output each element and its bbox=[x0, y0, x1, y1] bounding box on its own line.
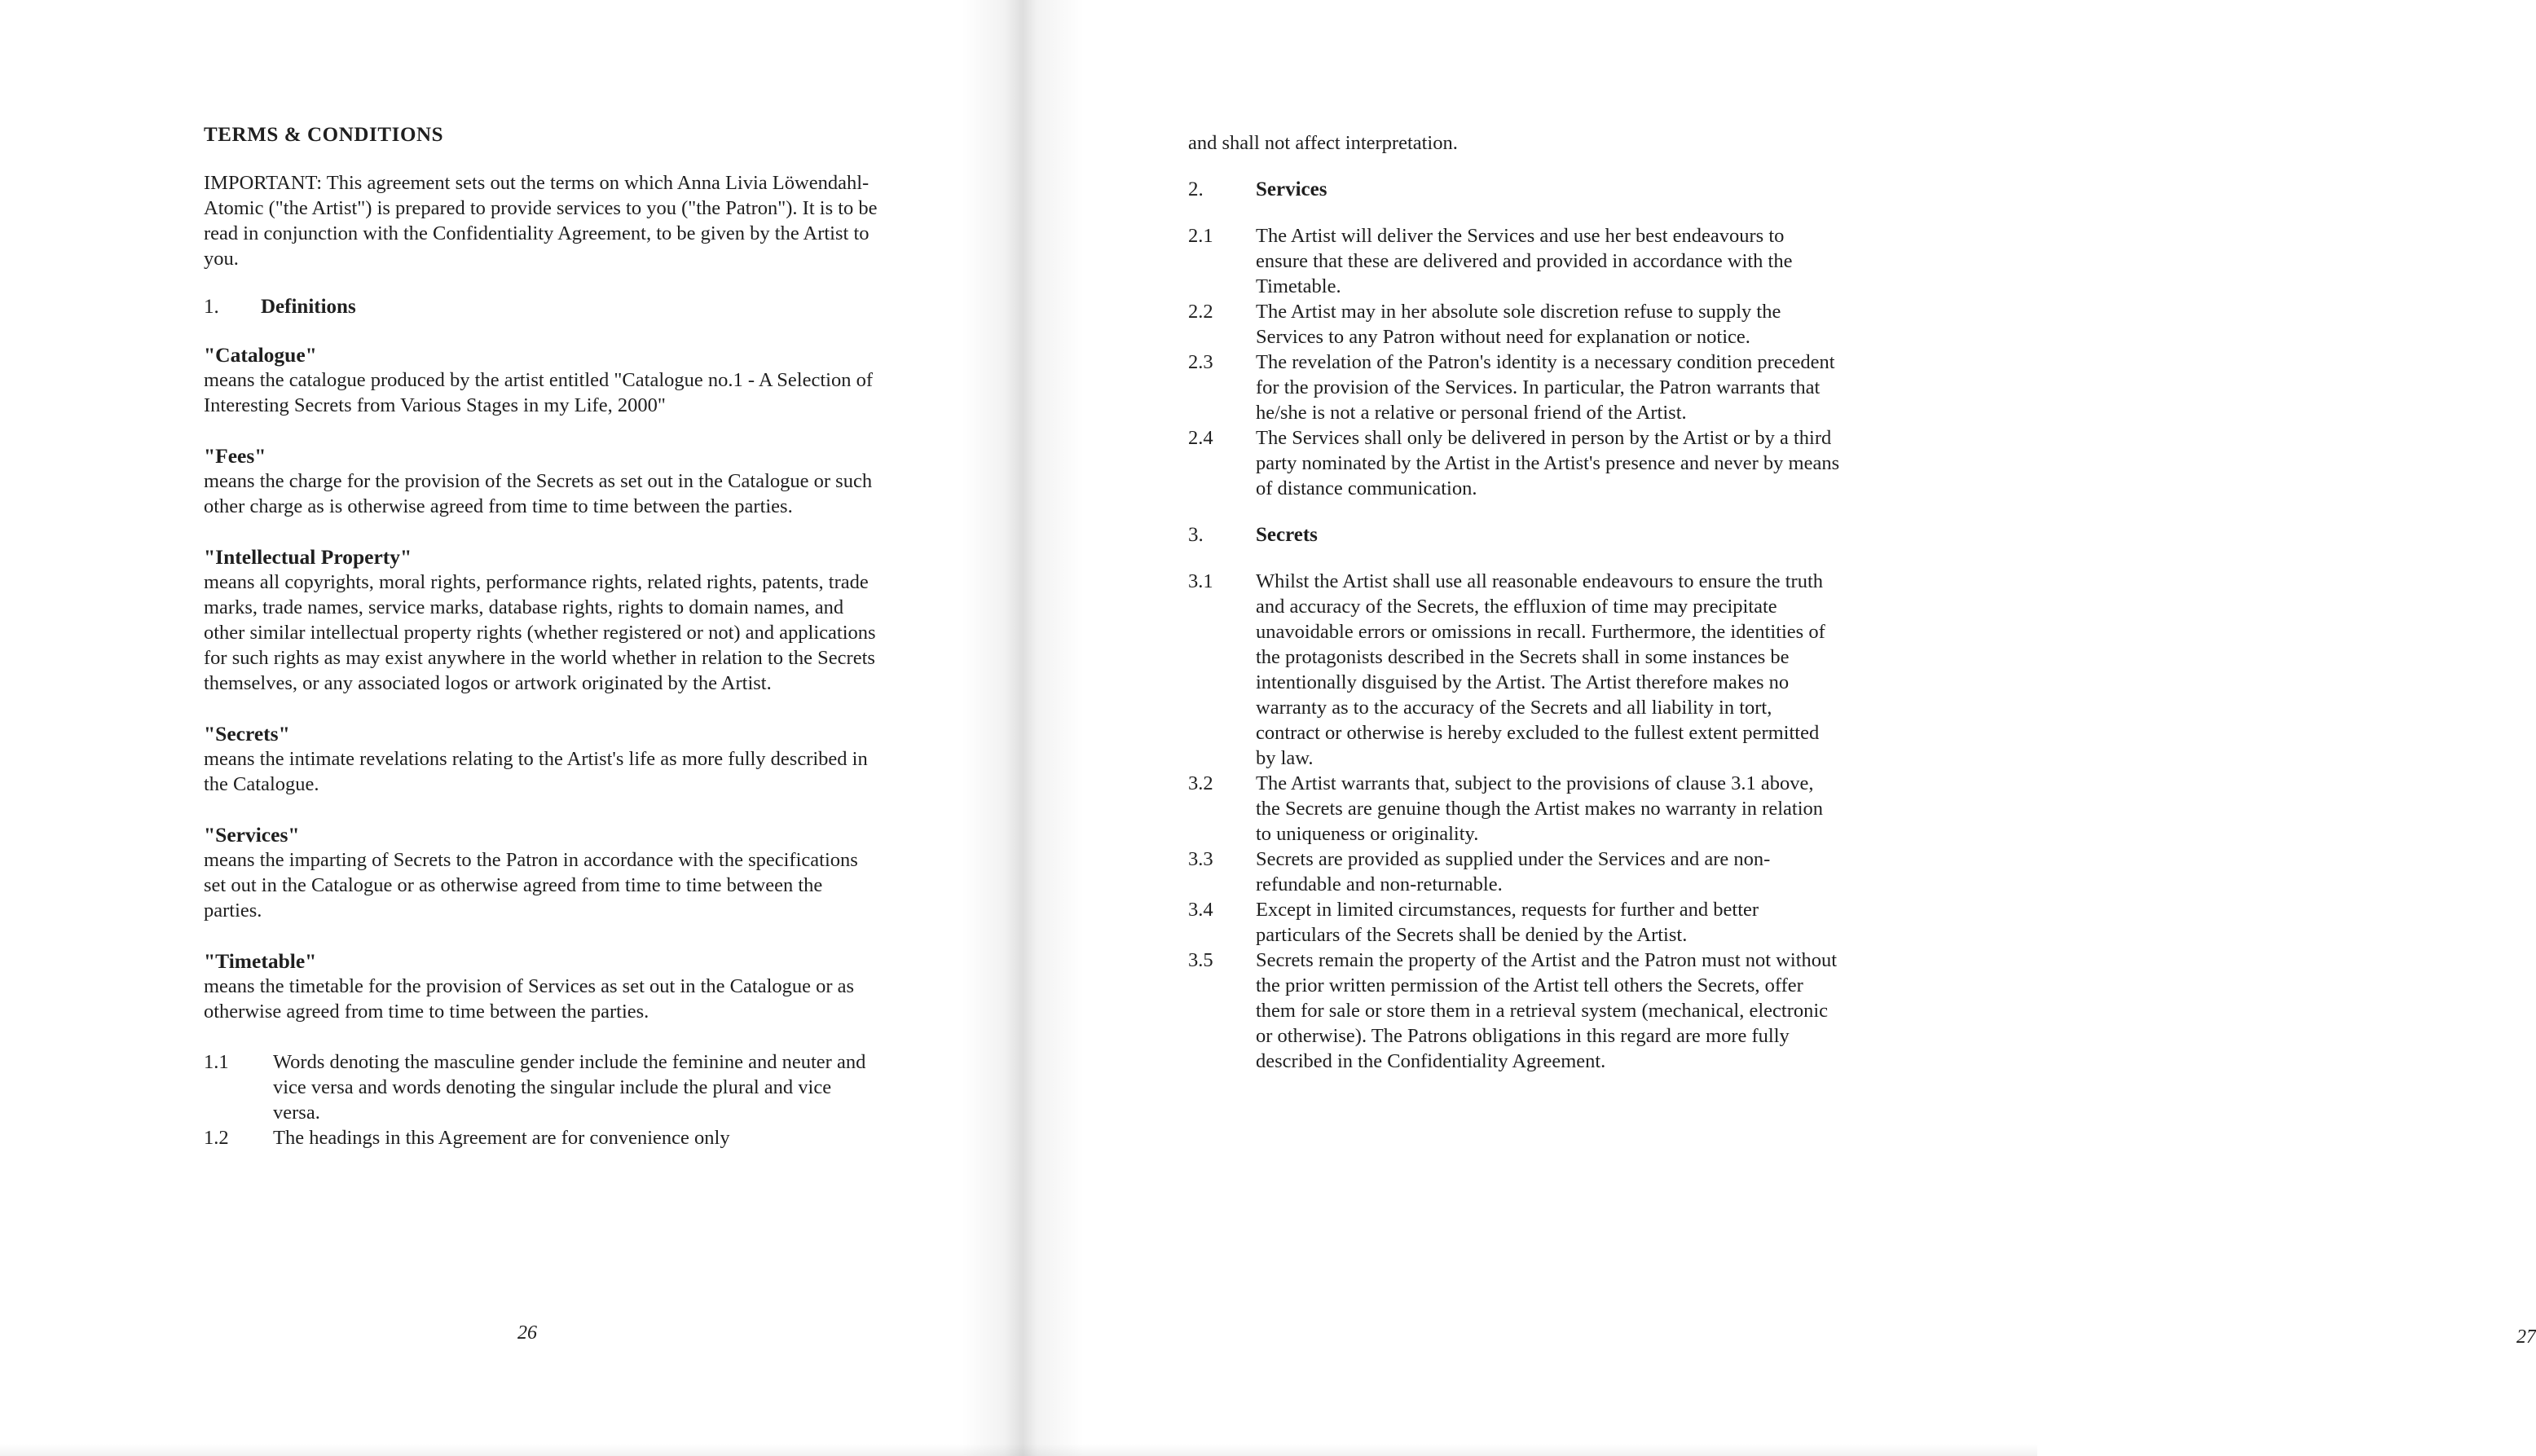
clause-text: The Artist warrants that, subject to the provisions of clause 3.1 above, the Secrets are genuine though the Artist makes no warranty in relation to uniqueness or originality. bbox=[1256, 772, 1824, 845]
clause-number: 2.4 bbox=[1188, 427, 1213, 449]
clause-3-5 bbox=[1188, 948, 1840, 1074]
clause-number: 3.3 bbox=[1188, 848, 1213, 870]
clause-text: Except in limited circumstances, requests for further and better particulars of the Secrets shall be denied by the Artist. bbox=[1256, 899, 1759, 946]
right-page-content bbox=[1188, 130, 1840, 1074]
definition-catalogue bbox=[204, 342, 880, 418]
clause-3-2 bbox=[1188, 771, 1840, 847]
section-title: Definitions bbox=[261, 296, 356, 318]
definition-term: "Intellectual Property" bbox=[204, 545, 412, 569]
clause-number: 3.1 bbox=[1188, 570, 1213, 592]
definition-text: means the intimate revelations relating to the Artist's life as more fully described in the Catalogue. bbox=[204, 748, 868, 795]
section-title: Secrets bbox=[1256, 524, 1318, 546]
clause-2-4 bbox=[1188, 425, 1840, 501]
clause-3-3 bbox=[1188, 847, 1840, 897]
clause-number: 2.3 bbox=[1188, 351, 1213, 373]
definition-fees bbox=[204, 443, 880, 519]
clause-2-1 bbox=[1188, 223, 1840, 299]
definition-term: "Services" bbox=[204, 823, 300, 847]
clause-number: 3.5 bbox=[1188, 949, 1213, 971]
section-number: 3. bbox=[1188, 524, 1204, 546]
section-title: Services bbox=[1256, 178, 1327, 200]
page-title: TERMS & CONDITIONS bbox=[204, 124, 444, 146]
clause-text: Secrets remain the property of the Artist and the Patron must not without the prior written permission of the Artist tell others the Secrets, offer them for sale or store them in a retrieval system (mechanical, electronic or otherwise). The Patrons obligations in this regard are more fully described in the Confidentiality Agreement. bbox=[1256, 949, 1838, 1072]
definition-text: means the catalogue produced by the artist entitled "Catalogue no.1 - A Selection of Interesting Secrets from Various Stages in my Life, 2000" bbox=[204, 369, 873, 416]
clause-text: The Services shall only be delivered in person by the Artist or by a third party nominated by the Artist in the Artist's presence and never by means of distance communication. bbox=[1256, 427, 1840, 499]
page-bottom-edge bbox=[0, 1444, 2037, 1456]
clause-text: Whilst the Artist shall use all reasonable endeavours to ensure the truth and accuracy of the Secrets, the effluxion of time may precipitate unavoidable errors or omissions in recall. Furthermore, the identities of the protagonists described in the Secrets shall in some instances be intentionally disguised by the Artist. The Artist therefore makes no warranty as to the accuracy of the Secrets and all liability in tort, contract or otherwise is hereby excluded to the fullest extent permitted by law. bbox=[1256, 570, 1825, 769]
section-heading-secrets bbox=[1188, 522, 1840, 548]
definition-intellectual-property bbox=[204, 544, 880, 696]
clause-text: The Artist may in her absolute sole discretion refuse to supply the Services to any Patron without need for explanation or notice. bbox=[1256, 301, 1781, 348]
clause-number: 3.2 bbox=[1188, 772, 1213, 794]
clause-number: 3.4 bbox=[1188, 899, 1213, 921]
definition-text: means the timetable for the provision of Services as set out in the Catalogue or as otherwise agreed from time to time between the parties. bbox=[204, 975, 855, 1023]
left-page bbox=[0, 0, 1023, 1456]
clause-2-2 bbox=[1188, 299, 1840, 350]
section-heading-services bbox=[1188, 177, 1840, 202]
clause-text: The revelation of the Patron's identity is a necessary condition precedent for the provision of the Services. In particular, the Patron warrants that he/she is not a relative or personal friend of the Artist. bbox=[1256, 351, 1835, 424]
clause-text: The headings in this Agreement are for convenience only bbox=[273, 1127, 730, 1149]
clause-3-1 bbox=[1188, 569, 1840, 771]
page-number: 27 bbox=[2516, 1326, 2536, 1348]
clause-text: Secrets are provided as supplied under the Services and are non-refundable and non-returnable. bbox=[1256, 848, 1771, 895]
clause-number: 2.1 bbox=[1188, 225, 1213, 247]
section-number: 2. bbox=[1188, 178, 1204, 200]
clause-1-1 bbox=[204, 1049, 880, 1125]
clause-number: 1.1 bbox=[204, 1051, 229, 1073]
definition-term: "Secrets" bbox=[204, 722, 290, 746]
definition-term: "Timetable" bbox=[204, 949, 317, 973]
clause-number: 1.2 bbox=[204, 1127, 229, 1149]
definition-text: means the imparting of Secrets to the Patron in accordance with the specifications set out in the Catalogue or as otherwise agreed from time to time between the parties. bbox=[204, 849, 858, 922]
definition-secrets bbox=[204, 721, 880, 797]
definition-term: "Fees" bbox=[204, 444, 266, 468]
clause-3-4 bbox=[1188, 897, 1840, 948]
clause-text: The Artist will deliver the Services and use her best endeavours to ensure that these are delivered and provided in accordance with the Timetable. bbox=[1256, 225, 1793, 297]
clause-1-2 bbox=[204, 1125, 880, 1150]
clause-2-3 bbox=[1188, 350, 1840, 425]
intro-paragraph: IMPORTANT: This agreement sets out the terms on which Anna Livia Löwendahl-Atomic ("the Artist") is prepared to provide services to you ("the Patron"). It is to be read in conjunction with the Confidentiality Agreement, to be given by the Artist to you. bbox=[204, 172, 878, 270]
definition-term: "Catalogue" bbox=[204, 343, 317, 367]
page-number: 26 bbox=[517, 1322, 537, 1344]
definition-timetable bbox=[204, 948, 880, 1024]
definition-services bbox=[204, 822, 880, 923]
definition-text: means the charge for the provision of the Secrets as set out in the Catalogue or such other charge as is otherwise agreed from time to time between the parties. bbox=[204, 470, 873, 517]
left-page-content bbox=[204, 122, 880, 1150]
definition-text: means all copyrights, moral rights, performance rights, related rights, patents, trade marks, trade names, service marks, database rights, rights to domain names, and other similar intellectual property rights (whether registered or not) and applications for such rights as may exist anywhere in the world whether in relation to the Secrets themselves, or any associated logos or artwork originated by the Artist. bbox=[204, 571, 876, 694]
continuation-text: and shall not affect interpretation. bbox=[1188, 132, 1458, 154]
clause-text: Words denoting the masculine gender include the feminine and neuter and vice versa and words denoting the singular include the plural and vice versa. bbox=[273, 1051, 866, 1124]
section-heading-definitions bbox=[204, 294, 880, 319]
clause-number: 2.2 bbox=[1188, 301, 1213, 323]
section-number: 1. bbox=[204, 296, 219, 318]
